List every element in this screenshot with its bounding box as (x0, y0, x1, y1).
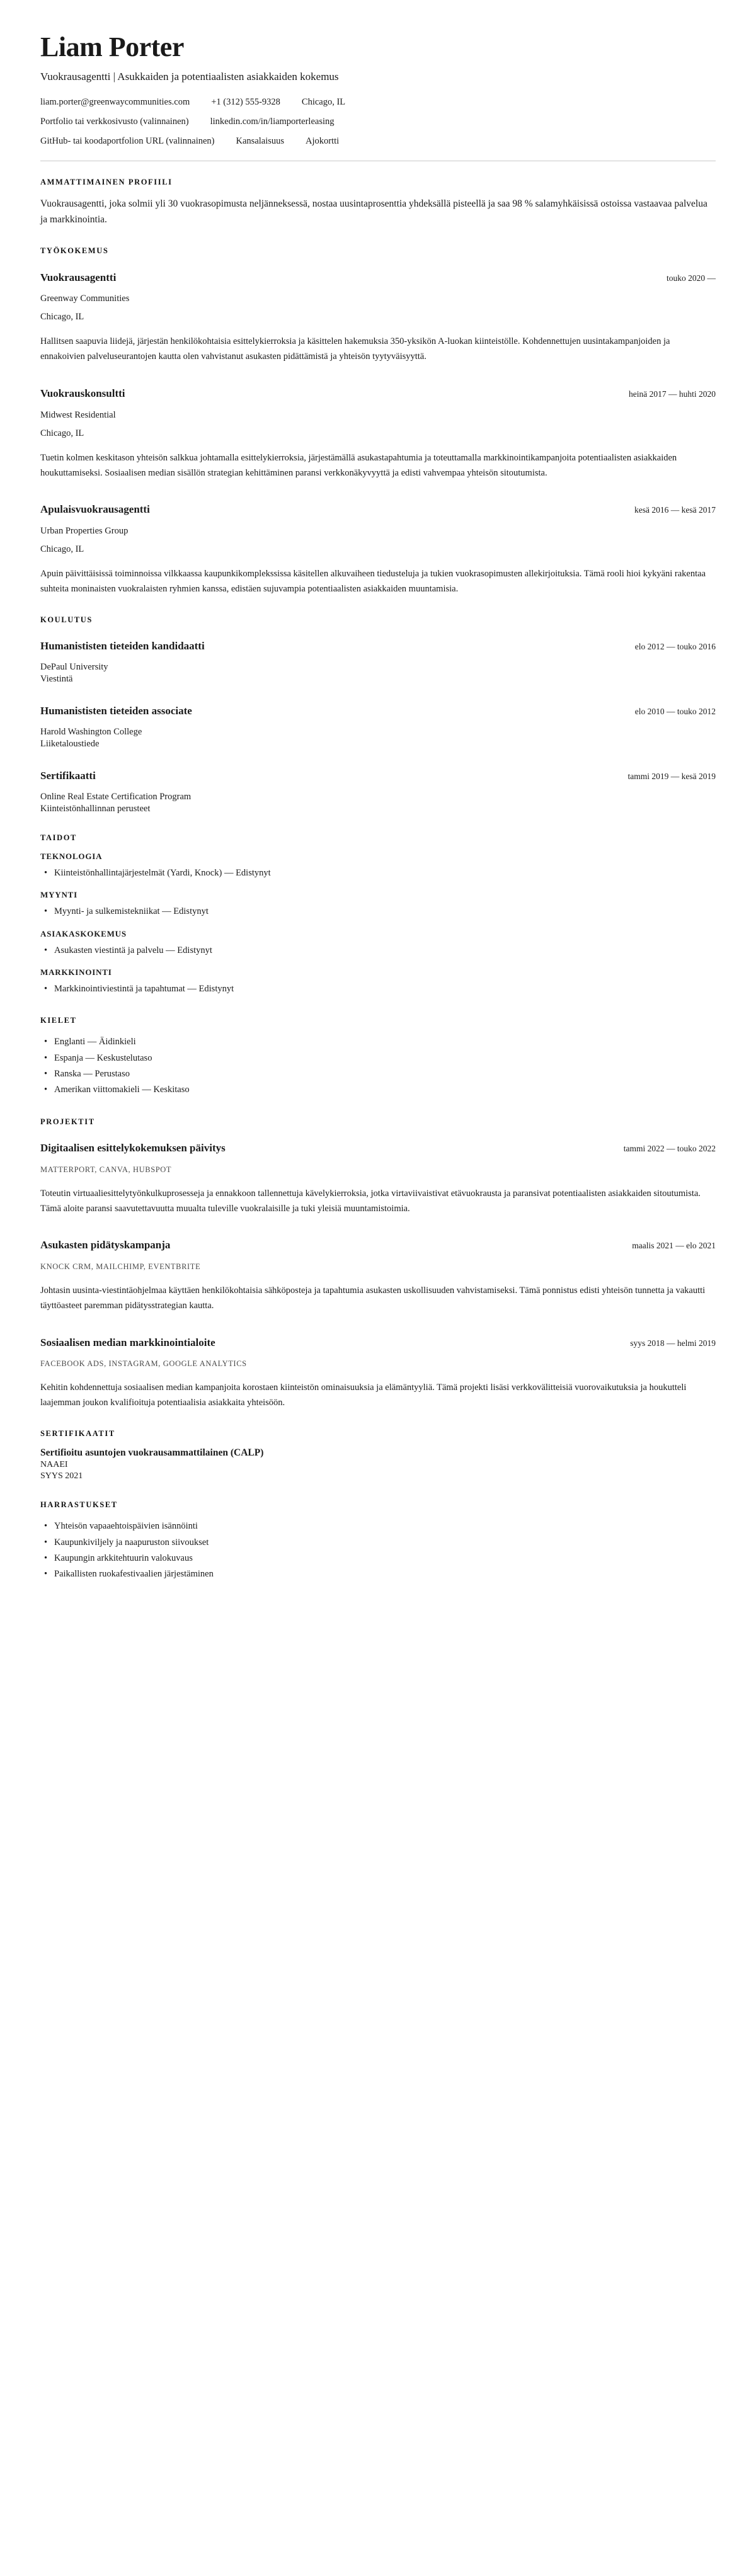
section-title-certificates: SERTIFIKAATIT (40, 1429, 115, 1439)
education-field: Kiinteistönhallinnan perusteet (40, 803, 151, 814)
project-dates: syys 2018 — helmi 2019 (630, 1338, 716, 1348)
experience-head (40, 265, 716, 292)
project-head (40, 1136, 716, 1163)
experience-head (40, 381, 716, 408)
project-tags: KNOCK CRM, MAILCHIMP, EVENTBRITE (40, 1262, 201, 1271)
contact-row-3 (40, 136, 716, 147)
certificate-issuer: NAAEI (40, 1460, 68, 1470)
email-text: liam.porter@greenwaycommunities.com (40, 97, 190, 108)
experience-location: Chicago, IL (40, 428, 84, 438)
section-title-languages: KIELET (40, 1016, 77, 1025)
license-text: Ajokortti (306, 136, 340, 147)
experience-dates: touko 2020 — (666, 273, 716, 283)
contact-row-1 (40, 97, 716, 108)
phone-text: +1 (312) 555-9328 (211, 97, 280, 108)
education-school: Online Real Estate Certification Program (40, 791, 192, 802)
candidate-name: Liam Porter (40, 31, 184, 62)
education-head (40, 634, 716, 661)
experience-role: Vuokrausagentti (40, 271, 117, 283)
project-description: Toteutin virtuaaliesittelytyönkulkuprosesseja ja ennakkoon tallennettuja kävelykierroksia, jotka virtaviivaistivat etävuokrausta ja paransivat potentiaalisten asiakkaiden sitoutumista. Tämä aloite paransi saavutettavuutta muualta tuleville vuokralaisille ja tuki yleisiä muuntamistoimia. (40, 1188, 701, 1214)
project-item (40, 1233, 716, 1313)
skill-item: • Myynti- ja sulkemistekniikat — Edistynyt (54, 904, 716, 920)
experience-company: Greenway Communities (40, 294, 130, 304)
education-school: Harold Washington College (40, 726, 142, 737)
section-interests (40, 1500, 716, 1583)
education-field: Liiketaloustiede (40, 738, 100, 749)
section-title-projects: PROJEKTIT (40, 1117, 95, 1126)
skill-item: • Asukasten viestintä ja palvelu — Edistynyt (54, 943, 716, 959)
citizenship-text: Kansalaisuus (236, 136, 285, 147)
project-tags: FACEBOOK ADS, INSTAGRAM, GOOGLE ANALYTICS (40, 1359, 247, 1369)
education-item (40, 763, 716, 814)
skill-item: • Markkinointiviestintä ja tapahtumat — Edistynyt (54, 981, 716, 997)
experience-head (40, 497, 716, 524)
experience-description: Tuetin kolmen keskitason yhteisön salkkua johtamalla esittelykierroksia, järjestämällä asukastapahtumia ja toteuttamalla markkinointikampanjoita potentiaalisten asiakkaiden houkuttamiseksi. Sosiaalisen median sisällön strategian kehittäminen paransi verkkonäkyvyyttä ja edisti vahvempaa yhteisön sitoutumista. (40, 452, 677, 478)
candidate-headline: Vuokrausagentti | Asukkaiden ja potentiaalisten asiakkaiden kokemus (40, 71, 339, 83)
certificate-name: Sertifioitu asuntojen vuokrausammattilainen (CALP) (40, 1447, 264, 1459)
project-name: Sosiaalisen median markkinointialoite (40, 1336, 215, 1348)
experience-role: Apulaisvuokrausagentti (40, 503, 150, 516)
project-head (40, 1330, 716, 1357)
experience-location: Chicago, IL (40, 312, 84, 322)
section-title-education: KOULUTUS (40, 615, 93, 624)
education-item (40, 634, 716, 685)
certificate-date: SYYS 2021 (40, 1471, 83, 1481)
education-dates: elo 2012 — touko 2016 (634, 642, 716, 652)
education-item (40, 698, 716, 749)
skill-group-title: TEKNOLOGIA (40, 851, 103, 861)
skill-group-title: MYYNTI (40, 890, 77, 900)
skill-list (40, 865, 716, 881)
skill-group-title: ASIAKASKOKEMUS (40, 928, 127, 938)
education-field: Viestintä (40, 673, 73, 684)
experience-role: Vuokrauskonsultti (40, 387, 125, 400)
project-dates: tammi 2022 — touko 2022 (623, 1144, 716, 1154)
project-head (40, 1233, 716, 1260)
github-text: GitHub- tai koodaportfolion URL (valinnainen) (40, 136, 215, 147)
experience-item (40, 497, 716, 596)
skill-list (40, 943, 716, 959)
project-name: Digitaalisen esittelykokemuksen päivitys (40, 1142, 226, 1154)
education-degree: Humanististen tieteiden kandidaatti (40, 640, 205, 653)
language-item: • Amerikan viittomakieli — Keskitaso (54, 1082, 716, 1098)
language-list (40, 1034, 716, 1098)
skill-group (40, 890, 716, 920)
education-dates: elo 2010 — touko 2012 (634, 707, 716, 717)
skill-list (40, 904, 716, 920)
skill-list (40, 981, 716, 997)
education-degree: Humanististen tieteiden associate (40, 705, 192, 717)
section-title-experience: TYÖKOKEMUS (40, 246, 109, 256)
section-skills (40, 833, 716, 998)
project-name: Asukasten pidätyskampanja (40, 1239, 171, 1251)
experience-item (40, 381, 716, 481)
experience-location: Chicago, IL (40, 544, 84, 554)
education-head (40, 698, 716, 726)
experience-company: Urban Properties Group (40, 525, 129, 536)
education-school: DePaul University (40, 661, 108, 672)
experience-company: Midwest Residential (40, 409, 116, 420)
skill-group (40, 967, 716, 997)
section-education (40, 615, 716, 814)
contact-row-2 (40, 117, 716, 127)
interest-list (40, 1519, 716, 1583)
project-item (40, 1330, 716, 1410)
project-description: Kehitin kohdennettuja sosiaalisen median kampanjoita korostaen kiinteistön ominaisuuksia ja elämäntyyliä. Tämä projekti lisäsi verkkovälitteisiä vuorovaikutuksia ja houkutteli laajemman joukon kvalifioituja potentiaalisia asiakkaita yhteisöön. (40, 1382, 687, 1408)
interest-item: • Kaupungin arkkitehtuurin valokuvaus (54, 1551, 716, 1566)
language-item: • Englanti — Äidinkieli (54, 1034, 716, 1050)
section-title-interests: HARRASTUKSET (40, 1500, 118, 1510)
skill-group-title: MARKKINOINTI (40, 967, 112, 977)
portfolio-text: Portfolio tai verkkosivusto (valinnainen) (40, 117, 189, 127)
skill-group (40, 852, 716, 881)
skill-group (40, 929, 716, 959)
linkedin-text: linkedin.com/in/liamporterleasing (210, 117, 335, 127)
interest-item: • Kaupunkiviljely ja naapuruston siivoukset (54, 1535, 716, 1551)
experience-item (40, 265, 716, 364)
interest-item: • Yhteisön vapaaehtoispäivien isännöinti (54, 1519, 716, 1534)
project-dates: maalis 2021 — elo 2021 (632, 1241, 716, 1251)
interest-item: • Paikallisten ruokafestivaalien järjestäminen (54, 1566, 716, 1582)
project-tags: MATTERPORT, CANVA, HUBSPOT (40, 1165, 172, 1174)
section-experience (40, 246, 716, 596)
experience-description: Apuin päivittäisissä toiminnoissa vilkkaassa kaupunkikomplekssissa käsitellen alkuvaiheen tiedusteluja ja tukien vuokrasopimusten allekirjoituksia. Tämä rooli hioi kykyäni rakentaa suhteita moninaisten vuokralaisten ryhmien kanssa, edistäen sujuvampia potentiaalisten asiakkaiden muuntamisia. (40, 568, 706, 594)
section-languages (40, 1016, 716, 1098)
section-certificates (40, 1429, 716, 1481)
location-text: Chicago, IL (301, 97, 346, 108)
language-item: • Ranska — Perustaso (54, 1066, 716, 1082)
project-description: Johtasin uusinta-viestintäohjelmaa käyttäen henkilökohtaisia sähköposteja ja tapahtumia asukasten uskollisuuden vahvistamiseksi. Tämä ponnistus edisti yhteisön tunnetta ja vakautti täyttöasteet paremman pidätysstrategian kautta. (40, 1285, 706, 1311)
experience-dates: heinä 2017 — huhti 2020 (629, 389, 716, 399)
language-item: • Espanja — Keskustelutaso (54, 1051, 716, 1066)
certificate-item (40, 1447, 716, 1481)
education-degree: Sertifikaatti (40, 770, 96, 782)
summary-text: Vuokrausagentti, joka solmii yli 30 vuokrasopimusta neljänneksessä, nostaa uusintaprosenttia yhdeksällä pisteellä ja saa 98 % salamyhkäisissä ostoissa vastaavaa palvelua ja markkinointia. (40, 198, 707, 225)
section-title-summary: AMMATTIMAINEN PROFIILI (40, 178, 173, 187)
section-title-skills: TAIDOT (40, 833, 77, 842)
section-summary (40, 178, 716, 227)
education-dates: tammi 2019 — kesä 2019 (627, 772, 716, 782)
skill-item: • Kiinteistönhallintajärjestelmät (Yardi, Knock) — Edistynyt (54, 865, 716, 881)
project-item (40, 1136, 716, 1216)
section-projects (40, 1117, 716, 1410)
education-head (40, 763, 716, 790)
experience-description: Hallitsen saapuvia liidejä, järjestän henkilökohtaisia esittelykierroksia ja käsittelen hakemuksia 350-yksikön A-luokan kiinteistölle. Kohdennettujen uusintakampanjoiden ja ennakoivien palveluseurantojen kautta olen vahvistanut asukasten pidättämistä ja yhteisön tyytyväisyyttä. (40, 336, 670, 362)
experience-dates: kesä 2016 — kesä 2017 (634, 505, 716, 515)
